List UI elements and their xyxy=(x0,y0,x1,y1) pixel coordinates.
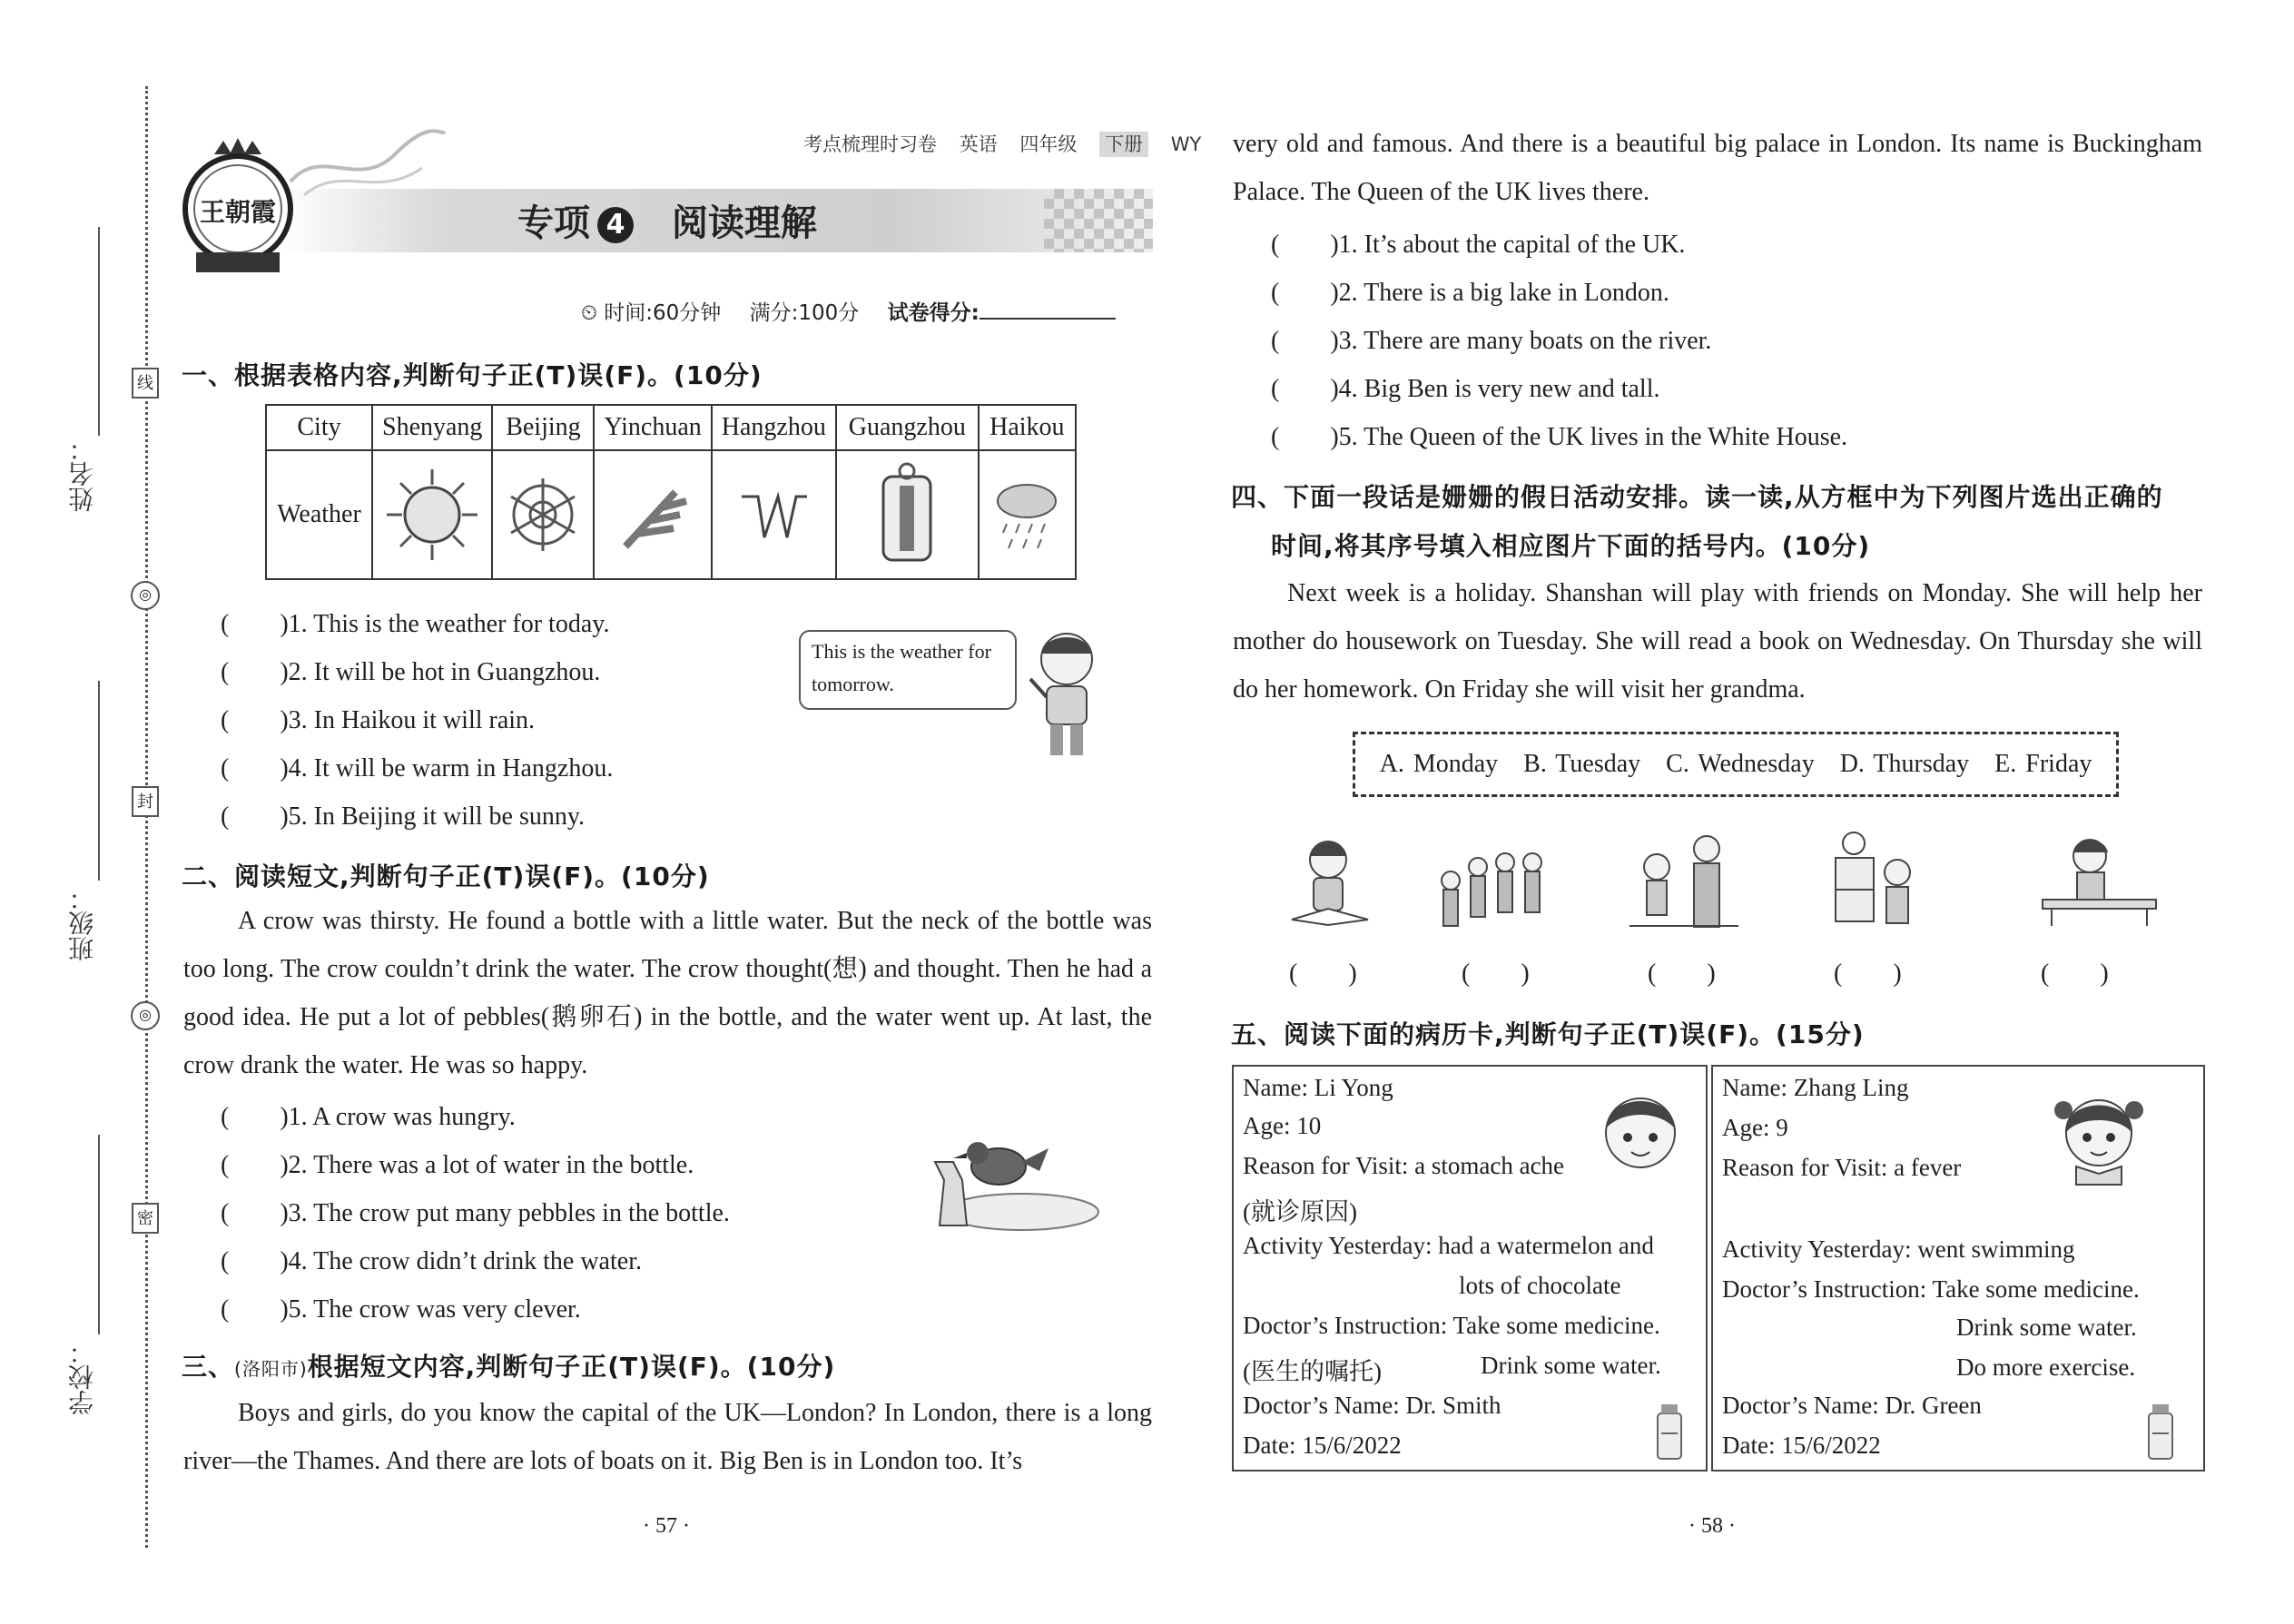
card2-activity: Activity Yesterday: went swimming xyxy=(1722,1235,2075,1263)
medical-card-li-yong xyxy=(1232,1065,1708,1471)
card2-age: Age: 9 xyxy=(1722,1114,1788,1141)
card1-reason-cn: (就诊原因) xyxy=(1243,1198,1357,1225)
s3-question-2[interactable]: ( )2. There is a big lake in London. xyxy=(1271,279,1669,307)
table-header-city: City xyxy=(266,405,372,450)
ribbon-decoration xyxy=(286,127,449,200)
section4-heading-line2: 时间,将其序号填入相应图片下面的括号内。(10分) xyxy=(1271,531,1871,561)
weather-cell-shenyang xyxy=(372,450,492,579)
card1-age: Age: 10 xyxy=(1243,1112,1322,1139)
s1-question-2[interactable]: ( )2. It will be hot in Guangzhou. xyxy=(221,658,601,686)
girl-reading-illustration xyxy=(1285,831,1375,930)
crow-bottle-illustration xyxy=(912,1126,1103,1235)
snowflake-icon xyxy=(502,474,584,556)
binding-ornament-icon: ◎ xyxy=(131,581,160,610)
section2-heading: 二、阅读短文,判断句子正(T)误(F)。(10分) xyxy=(182,861,710,891)
kids-playing-illustration xyxy=(1433,835,1560,935)
binding-mark-mi: 密 xyxy=(132,1203,159,1234)
boy-illustration xyxy=(1021,625,1112,765)
logo-text: 王朝霞 xyxy=(199,197,276,227)
weather-cell-guangzhou xyxy=(836,450,979,579)
section3-passage-part1: Boys and girls, do you know the capital of the UK—London? In London, there is a long river—the Thames. And there are lots of boats on it. Big Ben is in London too. It’s xyxy=(183,1399,1152,1475)
s3-question-3[interactable]: ( )3. There are many boats on the river. xyxy=(1271,327,1712,355)
picture-answer-2[interactable]: ( ) xyxy=(1462,960,1530,988)
exam-info xyxy=(581,296,1116,326)
school-label: 学校： xyxy=(69,1339,97,1415)
publisher-logo xyxy=(178,136,298,281)
card1-activity-2: lots of chocolate xyxy=(1459,1272,1621,1299)
card2-instruction-3: Do more exercise. xyxy=(1956,1353,2136,1381)
s2-question-3[interactable]: ( )3. The crow put many pebbles in the bottle. xyxy=(221,1199,730,1227)
girl-face-illustration xyxy=(2049,1083,2149,1187)
picture-answer-3[interactable]: ( ) xyxy=(1648,960,1716,988)
card1-date: Date: 15/6/2022 xyxy=(1243,1432,1402,1459)
subject: 英语 xyxy=(959,133,998,155)
score-label: 试卷得分: xyxy=(887,301,980,325)
card2-date: Date: 15/6/2022 xyxy=(1722,1432,1881,1459)
s1-question-5[interactable]: ( )5. In Beijing it will be sunny. xyxy=(221,802,586,831)
card1-activity-1: Activity Yesterday: had a watermelon and xyxy=(1243,1232,1654,1259)
speech-bubble: This is the weather for tomorrow. xyxy=(799,630,1017,710)
sun-icon xyxy=(382,465,482,565)
weather-cell-yinchuan xyxy=(594,450,711,579)
table-header-weather: Weather xyxy=(266,450,372,579)
s2-question-1[interactable]: ( )1. A crow was hungry. xyxy=(221,1103,516,1131)
edition: WY xyxy=(1170,133,1202,155)
class-write-line xyxy=(98,681,100,881)
section3-heading-prefix: 三、 xyxy=(182,1352,235,1382)
section3-passage-part2: very old and famous. And there is a beautiful big palace in London. Its name is Buckingham Palace. The Queen of the UK lives there. xyxy=(1233,130,2202,206)
card2-name: Name: Zhang Ling xyxy=(1722,1074,1909,1101)
weather-cell-beijing xyxy=(492,450,594,579)
s2-question-2[interactable]: ( )2. There was a lot of water in the bottle. xyxy=(221,1151,694,1179)
medicine-bottle-icon xyxy=(1647,1401,1692,1466)
card1-name: Name: Li Yong xyxy=(1243,1074,1393,1101)
girl-homework-illustration xyxy=(2033,831,2161,930)
school-write-line xyxy=(98,1135,100,1334)
card2-reason: Reason for Visit: a fever xyxy=(1722,1154,1962,1181)
name-label: 姓名： xyxy=(69,436,97,512)
section2-passage: A crow was thirsty. He found a bottle with a little water. But the neck of the bottle was too long. The crow couldn’t drink the water. The crow thought(想) and thought. Then he had a good idea. He put a lot of pebbles(鹅卵石) in the bottle, and the water went up. At last, the crow drank the water. He was so happy. xyxy=(183,907,1152,1079)
time-limit: 时间:60分钟 xyxy=(604,301,722,325)
volume: 下册 xyxy=(1099,132,1148,157)
card2-instruction-2: Drink some water. xyxy=(1956,1314,2137,1341)
city-hangzhou: Hangzhou xyxy=(712,405,836,450)
s3-question-1[interactable]: ( )1. It’s about the capital of the UK. xyxy=(1271,231,1686,259)
section3-heading xyxy=(182,1347,835,1383)
city-yinchuan: Yinchuan xyxy=(594,405,711,450)
page-title xyxy=(517,194,817,246)
section3-heading-note: (洛阳市) xyxy=(234,1358,308,1380)
score-blank[interactable] xyxy=(980,318,1116,320)
section3-heading-main: 根据短文内容,判断句子正(T)误(F)。(10分) xyxy=(307,1352,836,1382)
binding-mark-feng: 封 xyxy=(132,786,159,817)
binding-ornament-icon: ◎ xyxy=(131,1001,160,1030)
series-name: 考点梳理时习卷 xyxy=(803,133,937,155)
section1-heading: 一、根据表格内容,判断句子正(T)误(F)。(10分) xyxy=(182,360,763,390)
weather-table xyxy=(265,404,1077,580)
clock-icon: ⏲ xyxy=(581,301,597,325)
card2-instruction-1: Doctor’s Instruction: Take some medicine. xyxy=(1722,1275,2140,1303)
medicine-bottle-icon xyxy=(2138,1401,2183,1466)
binding-dotted-line xyxy=(145,86,148,1548)
rain-cloud-icon xyxy=(990,474,1063,556)
s1-question-4[interactable]: ( )4. It will be warm in Hangzhou. xyxy=(221,754,614,782)
boy-face-illustration xyxy=(1595,1083,1686,1183)
grade: 四年级 xyxy=(1019,133,1078,155)
weather-cell-hangzhou xyxy=(712,450,836,579)
help-mother-illustration xyxy=(1625,831,1743,935)
card1-instruction-2: Drink some water. xyxy=(1481,1352,1661,1379)
section5-heading: 五、阅读下面的病历卡,判断句子正(T)误(F)。(15分) xyxy=(1231,1019,1865,1049)
card2-doctor: Doctor’s Name: Dr. Green xyxy=(1722,1392,1982,1419)
picture-answer-4[interactable]: ( ) xyxy=(1834,960,1902,988)
girl-cabinet-illustration xyxy=(1826,831,1926,935)
s1-question-3[interactable]: ( )3. In Haikou it will rain. xyxy=(221,706,536,734)
weather-cell-haikou xyxy=(979,450,1076,579)
medical-card-zhang-ling xyxy=(1711,1065,2205,1471)
class-label: 班级： xyxy=(69,885,97,961)
s2-question-5[interactable]: ( )5. The crow was very clever. xyxy=(221,1295,581,1324)
picture-answer-1[interactable]: ( ) xyxy=(1289,960,1357,988)
binding-mark-xian: 线 xyxy=(132,368,159,399)
city-beijing: Beijing xyxy=(492,405,594,450)
full-marks: 满分:100分 xyxy=(749,301,860,325)
s1-question-1[interactable]: ( )1. This is the weather for today. xyxy=(221,610,610,638)
page-number-left: · 57 · xyxy=(643,1514,690,1538)
header-meta xyxy=(803,130,1217,157)
title-main: 阅读理解 xyxy=(671,202,817,244)
card1-doctor: Doctor’s Name: Dr. Smith xyxy=(1243,1392,1501,1419)
city-haikou: Haikou xyxy=(979,405,1076,450)
title-checker-pattern xyxy=(1044,189,1153,252)
picture-answer-5[interactable]: ( ) xyxy=(2041,960,2109,988)
section4-passage: Next week is a holiday. Shanshan will play with friends on Monday. She will help her mother do housework on Tuesday. She will read a book on Wednesday. On Thursday she will do her homework. On Friday she will visit her grandma. xyxy=(1233,579,2202,704)
card1-instruction-1: Doctor’s Instruction: Take some medicine. xyxy=(1243,1312,1660,1339)
wind-icon xyxy=(612,474,694,556)
card1-instruction-cn: (医生的嘱托) xyxy=(1243,1358,1382,1385)
wind-icon xyxy=(733,474,814,556)
name-write-line xyxy=(98,227,100,436)
title-prefix: 专项 xyxy=(517,202,590,244)
s3-question-5[interactable]: ( )5. The Queen of the UK lives in the White House. xyxy=(1271,423,1848,451)
card1-reason: Reason for Visit: a stomach ache xyxy=(1243,1152,1565,1179)
s2-question-4[interactable]: ( )4. The crow didn’t drink the water. xyxy=(221,1247,642,1275)
city-guangzhou: Guangzhou xyxy=(836,405,979,450)
section4-heading-line1: 四、下面一段话是姗姗的假日活动安排。读一读,从方框中为下列图片选出正确的 xyxy=(1231,482,2163,512)
title-number: 4 xyxy=(597,207,634,243)
page-number-right: · 58 · xyxy=(1689,1514,1736,1538)
s3-question-4[interactable]: ( )4. Big Ben is very new and tall. xyxy=(1271,375,1660,403)
city-shenyang: Shenyang xyxy=(372,405,492,450)
day-options-box: A. Monday B. Tuesday C. Wednesday D. Thursday E. Friday xyxy=(1353,732,2119,797)
thermometer-icon xyxy=(871,460,943,569)
